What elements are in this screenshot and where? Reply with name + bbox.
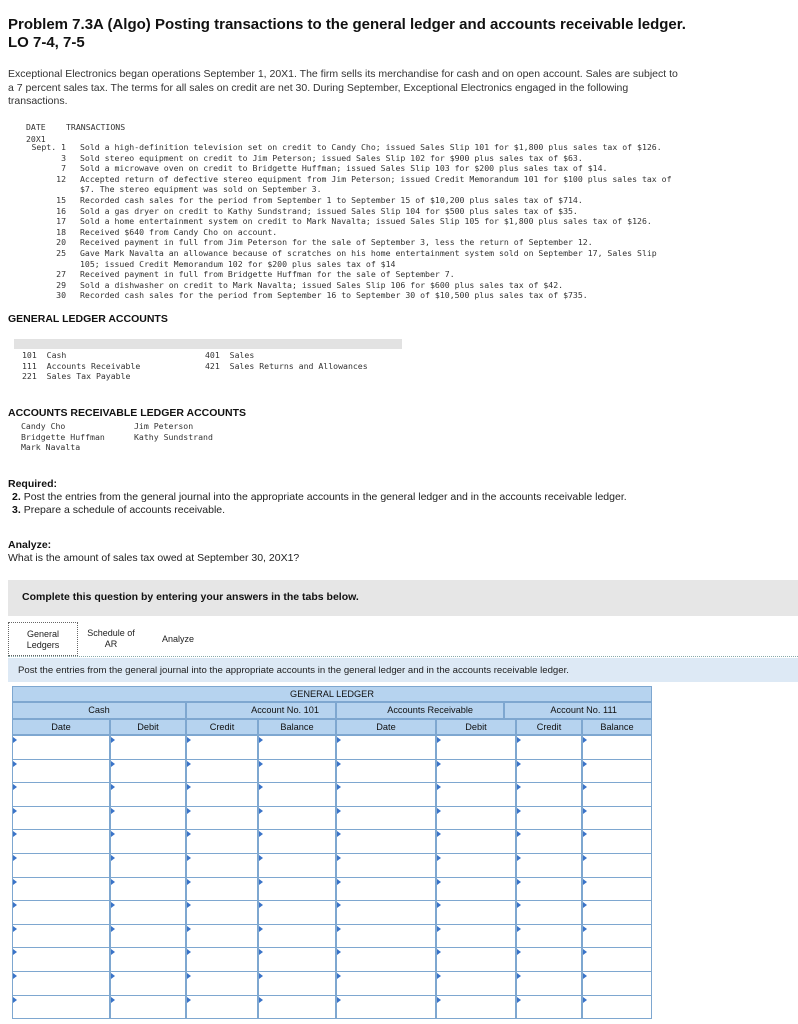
cell-marker-icon (337, 879, 341, 885)
general-ledger-accounts-heading: GENERAL LEDGER ACCOUNTS (8, 313, 168, 325)
cash-debit-input[interactable] (110, 947, 186, 972)
ar-account-item: Kathy Sundstrand (134, 431, 213, 442)
ar-debit-input[interactable] (436, 971, 516, 996)
ar-debit-input[interactable] (436, 877, 516, 902)
transaction-text: Received payment in full from Bridgette Huffman for the sale of September 7. (80, 269, 455, 280)
cash-date-input[interactable] (12, 995, 110, 1020)
ar-debit-input[interactable] (436, 900, 516, 925)
gl-account-item: 421 Sales Returns and Allowances (205, 360, 368, 371)
cell-marker-icon (583, 879, 587, 885)
cell-marker-icon (437, 737, 441, 743)
cell-marker-icon (517, 902, 521, 908)
cash-debit-input[interactable] (110, 900, 186, 925)
cash-balance-input[interactable] (258, 806, 336, 831)
ar-credit-input[interactable] (516, 782, 582, 807)
cell-marker-icon (259, 808, 263, 814)
cell-marker-icon (259, 761, 263, 767)
general-ledger-accounts-box (14, 339, 402, 383)
cell-marker-icon (437, 784, 441, 790)
cash-date-input[interactable] (12, 877, 110, 902)
cell-marker-icon (259, 902, 263, 908)
ar-date-input[interactable] (336, 759, 436, 784)
cell-marker-icon (337, 973, 341, 979)
instruction-bar (8, 658, 798, 682)
accounts-header-bar (14, 339, 402, 349)
transaction-text: Sold a high-definition television set on credit to Candy Cho; issued Sales Slip 101 for $1,800 plus sales tax of $126. (80, 142, 662, 152)
tab-label-line1: Schedule of (87, 628, 135, 638)
cell-marker-icon (13, 761, 17, 767)
transactions-list (14, 142, 674, 301)
cash-date-input[interactable] (12, 782, 110, 807)
ar-account-item: Mark Navalta (21, 442, 81, 452)
ar-accounts-left (21, 421, 105, 453)
transactions-year: 20X1 (26, 134, 46, 144)
ar-balance-input[interactable] (582, 971, 652, 996)
cell-marker-icon (187, 737, 191, 743)
ar-date-input[interactable] (336, 735, 436, 760)
cell-marker-icon (583, 737, 587, 743)
ar-balance-input[interactable] (582, 900, 652, 925)
cell-marker-icon (583, 761, 587, 767)
cell-marker-icon (259, 831, 263, 837)
ar-debit-input[interactable] (436, 924, 516, 949)
ar-balance-input[interactable] (582, 806, 652, 831)
transaction-date: 17 (56, 216, 66, 227)
ar-credit-input[interactable] (516, 971, 582, 996)
transaction-date: 18 (56, 226, 66, 237)
complete-question-text: Complete this question by entering your answers in the tabs below. (22, 591, 359, 603)
tab-general-ledgers[interactable] (8, 622, 78, 656)
cash-date-input[interactable] (12, 853, 110, 878)
cash-date-input[interactable] (12, 806, 110, 831)
ar-balance-input[interactable] (582, 877, 652, 902)
ar-account-name: Accounts Receivable (336, 702, 504, 719)
problem-intro: Exceptional Electronics began operations September 1, 20X1. The firm sells its merchandise for cash and on open account. Sales are subject to a 7 percent sales tax. The terms for all sales on credit are net 30. During September, Exceptional Electronics engaged in the following transactions. (8, 68, 678, 107)
tab-divider (8, 656, 798, 657)
ar-accounts-right (134, 421, 213, 442)
transaction-date: Sept. 1 (31, 142, 66, 152)
ar-date-input[interactable] (336, 877, 436, 902)
cash-credit-input[interactable] (186, 947, 258, 972)
cash-credit-input[interactable] (186, 853, 258, 878)
ar-date-input[interactable] (336, 806, 436, 831)
transactions-header (0, 122, 700, 134)
cell-marker-icon (111, 831, 115, 837)
required-section (8, 478, 627, 565)
ar-date-input[interactable] (336, 995, 436, 1020)
cash-debit-input[interactable] (110, 735, 186, 760)
cell-marker-icon (583, 784, 587, 790)
cash-balance-input[interactable] (258, 759, 336, 784)
cash-date-input[interactable] (12, 947, 110, 972)
required-item-3-number: 3. (12, 504, 21, 516)
cell-marker-icon (111, 997, 115, 1003)
ar-credit-input[interactable] (516, 759, 582, 784)
transaction-date: 27 (56, 269, 66, 280)
transaction-text: Sold a gas dryer on credit to Kathy Sundstrand; issued Sales Slip 104 for $500 plus sales tax of $35. (80, 205, 578, 216)
cell-marker-icon (259, 737, 263, 743)
tab-label-line1: General (26, 629, 60, 639)
cell-marker-icon (437, 808, 441, 814)
cell-marker-icon (517, 855, 521, 861)
cell-marker-icon (583, 902, 587, 908)
date-column-header: DATE (26, 122, 46, 132)
ar-debit-input[interactable] (436, 759, 516, 784)
right-credit-column-header: Credit (516, 719, 582, 735)
cell-marker-icon (337, 997, 341, 1003)
cell-marker-icon (517, 784, 521, 790)
cell-marker-icon (517, 973, 521, 979)
ar-date-input[interactable] (336, 782, 436, 807)
cell-marker-icon (111, 902, 115, 908)
cash-date-input[interactable] (12, 759, 110, 784)
transaction-row (14, 153, 674, 164)
ar-credit-input[interactable] (516, 995, 582, 1020)
cash-account-name: Cash (12, 702, 186, 719)
cell-marker-icon (437, 902, 441, 908)
general-ledger-title: GENERAL LEDGER (12, 686, 652, 702)
ar-credit-input[interactable] (516, 900, 582, 925)
cell-marker-icon (437, 949, 441, 955)
ar-credit-input[interactable] (516, 829, 582, 854)
cell-marker-icon (259, 784, 263, 790)
cash-balance-input[interactable] (258, 971, 336, 996)
cash-debit-input[interactable] (110, 853, 186, 878)
cell-marker-icon (13, 902, 17, 908)
cell-marker-icon (437, 831, 441, 837)
cell-marker-icon (517, 761, 521, 767)
cell-marker-icon (13, 855, 17, 861)
required-label: Required: (8, 478, 58, 490)
cash-debit-input[interactable] (110, 971, 186, 996)
cash-date-input[interactable] (12, 900, 110, 925)
transaction-row (14, 195, 674, 206)
cell-marker-icon (337, 926, 341, 932)
cell-marker-icon (517, 997, 521, 1003)
cash-balance-input[interactable] (258, 947, 336, 972)
cell-marker-icon (583, 855, 587, 861)
cash-debit-input[interactable] (110, 924, 186, 949)
cell-marker-icon (517, 879, 521, 885)
transaction-row (14, 290, 674, 301)
cash-debit-input[interactable] (110, 782, 186, 807)
tab-label-line1: Analyze (161, 634, 195, 644)
ar-debit-input[interactable] (436, 735, 516, 760)
transaction-date: 25 (56, 247, 66, 258)
cell-marker-icon (337, 949, 341, 955)
transaction-text: Accepted return of defective stereo equipment from Jim Peterson; issued Credit Memorandum 101 for $100 plus sales tax of $7. The stereo equipment was sold on September 3. (80, 173, 672, 195)
cell-marker-icon (337, 902, 341, 908)
required-item-2: Post the entries from the general journal into the appropriate accounts in the general ledger and in the accounts receivable ledger. (23, 491, 627, 503)
ar-balance-input[interactable] (582, 759, 652, 784)
ar-debit-input[interactable] (436, 995, 516, 1020)
cell-marker-icon (337, 761, 341, 767)
ar-balance-input[interactable] (582, 995, 652, 1020)
cell-marker-icon (259, 879, 263, 885)
cell-marker-icon (13, 973, 17, 979)
cell-marker-icon (437, 926, 441, 932)
left-balance-column-header: Balance (258, 719, 336, 735)
cell-marker-icon (583, 973, 587, 979)
cash-balance-input[interactable] (258, 995, 336, 1020)
ar-account-item: Bridgette Huffman (21, 431, 105, 442)
gl-account-item: 401 Sales (205, 350, 255, 360)
transaction-date: 12 (56, 173, 66, 184)
ar-account-item: Jim Peterson (134, 421, 194, 431)
cell-marker-icon (187, 808, 191, 814)
cell-marker-icon (111, 879, 115, 885)
cash-credit-input[interactable] (186, 735, 258, 760)
cash-date-input[interactable] (12, 924, 110, 949)
ar-debit-input[interactable] (436, 853, 516, 878)
transaction-text: Sold a home entertainment system on credit to Mark Navalta; issued Sales Slip 105 for $1,800 plus sales tax of $126. (80, 216, 652, 227)
cell-marker-icon (337, 784, 341, 790)
cash-balance-input[interactable] (258, 900, 336, 925)
transaction-row (14, 216, 674, 227)
ar-date-input[interactable] (336, 900, 436, 925)
gl-account-item: 101 Cash (22, 350, 67, 360)
cell-marker-icon (437, 879, 441, 885)
ar-date-input[interactable] (336, 853, 436, 878)
cell-marker-icon (337, 808, 341, 814)
cell-marker-icon (437, 761, 441, 767)
ar-credit-input[interactable] (516, 806, 582, 831)
cell-marker-icon (13, 808, 17, 814)
cash-debit-input[interactable] (110, 877, 186, 902)
cell-marker-icon (187, 926, 191, 932)
right-debit-column-header: Debit (436, 719, 516, 735)
cash-balance-input[interactable] (258, 829, 336, 854)
transaction-text: Received payment in full from Jim Peterson for the sale of September 3, less the return of September 12. (80, 237, 593, 248)
cash-date-input[interactable] (12, 829, 110, 854)
ar-debit-input[interactable] (436, 947, 516, 972)
cash-credit-input[interactable] (186, 924, 258, 949)
cash-credit-input[interactable] (186, 995, 258, 1020)
left-debit-column-header: Debit (110, 719, 186, 735)
transaction-date: 30 (56, 290, 66, 301)
cell-marker-icon (111, 737, 115, 743)
ar-date-input[interactable] (336, 947, 436, 972)
cash-credit-input[interactable] (186, 900, 258, 925)
gl-accounts-right (205, 350, 368, 371)
transaction-date: 3 (61, 152, 66, 163)
cell-marker-icon (13, 949, 17, 955)
right-date-column-header: Date (336, 719, 436, 735)
cash-credit-input[interactable] (186, 877, 258, 902)
transaction-row (14, 280, 674, 291)
gl-account-item: 221 Sales Tax Payable (22, 371, 131, 381)
transaction-row (14, 248, 674, 269)
cell-marker-icon (111, 973, 115, 979)
left-date-column-header: Date (12, 719, 110, 735)
transaction-row (14, 237, 674, 248)
ar-date-input[interactable] (336, 829, 436, 854)
cash-debit-input[interactable] (110, 995, 186, 1020)
cash-balance-input[interactable] (258, 735, 336, 760)
cash-debit-input[interactable] (110, 806, 186, 831)
cell-marker-icon (111, 808, 115, 814)
cell-marker-icon (337, 737, 341, 743)
ar-debit-input[interactable] (436, 829, 516, 854)
transaction-date: 20 (56, 237, 66, 248)
cell-marker-icon (13, 737, 17, 743)
cell-marker-icon (13, 879, 17, 885)
ar-credit-input[interactable] (516, 924, 582, 949)
ar-account-item: Candy Cho (21, 421, 66, 431)
ar-date-input[interactable] (336, 971, 436, 996)
cell-marker-icon (517, 926, 521, 932)
ar-ledger-accounts-heading: ACCOUNTS RECEIVABLE LEDGER ACCOUNTS (8, 407, 247, 419)
cell-marker-icon (187, 997, 191, 1003)
problem-title: Problem 7.3A (Algo) Posting transactions to the general ledger and accounts receivable ledger. LO 7-4, 7-5 (8, 16, 686, 51)
cell-marker-icon (583, 949, 587, 955)
cell-marker-icon (517, 949, 521, 955)
cash-credit-input[interactable] (186, 971, 258, 996)
cell-marker-icon (437, 855, 441, 861)
transaction-text: Sold stereo equipment on credit to Jim Peterson; issued Sales Slip 102 for $900 plus sales tax of $63. (80, 152, 583, 163)
cash-account-number: Account No. 101 (186, 702, 336, 719)
transaction-row (14, 227, 674, 238)
cell-marker-icon (259, 997, 263, 1003)
ar-debit-input[interactable] (436, 782, 516, 807)
cash-balance-input[interactable] (258, 924, 336, 949)
cell-marker-icon (13, 831, 17, 837)
cash-date-input[interactable] (12, 735, 110, 760)
cash-debit-input[interactable] (110, 829, 186, 854)
gl-account-item: 111 Accounts Receivable (22, 360, 141, 371)
tab-analyze[interactable] (144, 622, 212, 656)
cell-marker-icon (259, 949, 263, 955)
transaction-date: 16 (56, 205, 66, 216)
cell-marker-icon (517, 831, 521, 837)
ar-credit-input[interactable] (516, 947, 582, 972)
required-item-3: Prepare a schedule of accounts receivable. (23, 504, 226, 516)
cash-balance-input[interactable] (258, 877, 336, 902)
right-balance-column-header: Balance (582, 719, 652, 735)
cell-marker-icon (187, 973, 191, 979)
cell-marker-icon (583, 926, 587, 932)
transaction-date: 7 (61, 163, 66, 174)
cell-marker-icon (111, 761, 115, 767)
ar-credit-input[interactable] (516, 853, 582, 878)
cell-marker-icon (187, 761, 191, 767)
tab-schedule-of-ar[interactable] (80, 622, 142, 656)
transaction-row (14, 206, 674, 217)
transaction-text: Received $640 from Candy Cho on account. (80, 226, 278, 237)
cell-marker-icon (437, 973, 441, 979)
cell-marker-icon (187, 949, 191, 955)
cell-marker-icon (437, 997, 441, 1003)
ar-balance-input[interactable] (582, 829, 652, 854)
ar-balance-input[interactable] (582, 782, 652, 807)
cell-marker-icon (337, 855, 341, 861)
complete-question-bar (8, 580, 798, 616)
ar-balance-input[interactable] (582, 735, 652, 760)
instruction-text: Post the entries from the general journal into the appropriate accounts in the general ledger and in the accounts receivable ledger. (18, 665, 569, 676)
transaction-row (14, 174, 674, 195)
cell-marker-icon (187, 831, 191, 837)
cell-marker-icon (187, 784, 191, 790)
cash-credit-input[interactable] (186, 806, 258, 831)
cash-balance-input[interactable] (258, 853, 336, 878)
gl-accounts-left (22, 350, 140, 382)
transaction-text: Sold a dishwasher on credit to Mark Navalta; issued Sales Slip 106 for $600 plus sales tax of $42. (80, 279, 564, 290)
cell-marker-icon (13, 926, 17, 932)
ar-balance-input[interactable] (582, 853, 652, 878)
transaction-text: Gave Mark Navalta an allowance because of scratches on his home entertainment system sold on September 17, Sales Slip 105; issued Credit Memorandum 102 for $200 plus sales tax of $14 (80, 247, 657, 269)
transaction-text: Recorded cash sales for the period from September 16 to September 30 of $10,500 plus sales tax of $735. (80, 290, 588, 301)
analyze-question: What is the amount of sales tax owed at September 30, 20X1? (8, 552, 300, 564)
ar-credit-input[interactable] (516, 877, 582, 902)
cell-marker-icon (517, 737, 521, 743)
cell-marker-icon (13, 784, 17, 790)
ar-debit-input[interactable] (436, 806, 516, 831)
cell-marker-icon (187, 879, 191, 885)
transaction-date: 29 (56, 279, 66, 290)
transaction-date: 15 (56, 194, 66, 205)
cell-marker-icon (259, 855, 263, 861)
cell-marker-icon (187, 855, 191, 861)
tab-label-line2: AR (104, 639, 118, 649)
transaction-text: Recorded cash sales for the period from September 1 to September 15 of $10,200 plus sales tax of $714. (80, 194, 583, 205)
cell-marker-icon (111, 784, 115, 790)
cell-marker-icon (337, 831, 341, 837)
cell-marker-icon (259, 926, 263, 932)
cash-credit-input[interactable] (186, 829, 258, 854)
cell-marker-icon (111, 855, 115, 861)
transaction-row (14, 269, 674, 280)
cell-marker-icon (111, 926, 115, 932)
transaction-text: Sold a microwave oven on credit to Bridgette Huffman; issued Sales Slip 103 for $200 plus sales tax of $14. (80, 163, 608, 174)
ar-date-input[interactable] (336, 924, 436, 949)
ar-balance-input[interactable] (582, 947, 652, 972)
left-credit-column-header: Credit (186, 719, 258, 735)
ar-credit-input[interactable] (516, 735, 582, 760)
transaction-row (14, 142, 674, 153)
required-item-2-number: 2. (12, 491, 21, 503)
cash-debit-input[interactable] (110, 759, 186, 784)
ar-balance-input[interactable] (582, 924, 652, 949)
cell-marker-icon (13, 997, 17, 1003)
cash-date-input[interactable] (12, 971, 110, 996)
tab-label-line2: Ledgers (26, 640, 60, 650)
analyze-label: Analyze: (8, 539, 52, 551)
cell-marker-icon (187, 902, 191, 908)
cell-marker-icon (583, 997, 587, 1003)
cash-balance-input[interactable] (258, 782, 336, 807)
transaction-row (14, 163, 674, 174)
cell-marker-icon (517, 808, 521, 814)
cell-marker-icon (583, 831, 587, 837)
cell-marker-icon (111, 949, 115, 955)
cell-marker-icon (583, 808, 587, 814)
cell-marker-icon (259, 973, 263, 979)
cash-credit-input[interactable] (186, 759, 258, 784)
cash-credit-input[interactable] (186, 782, 258, 807)
ar-account-number: Account No. 111 (504, 702, 652, 719)
transactions-column-header: TRANSACTIONS (66, 122, 126, 132)
